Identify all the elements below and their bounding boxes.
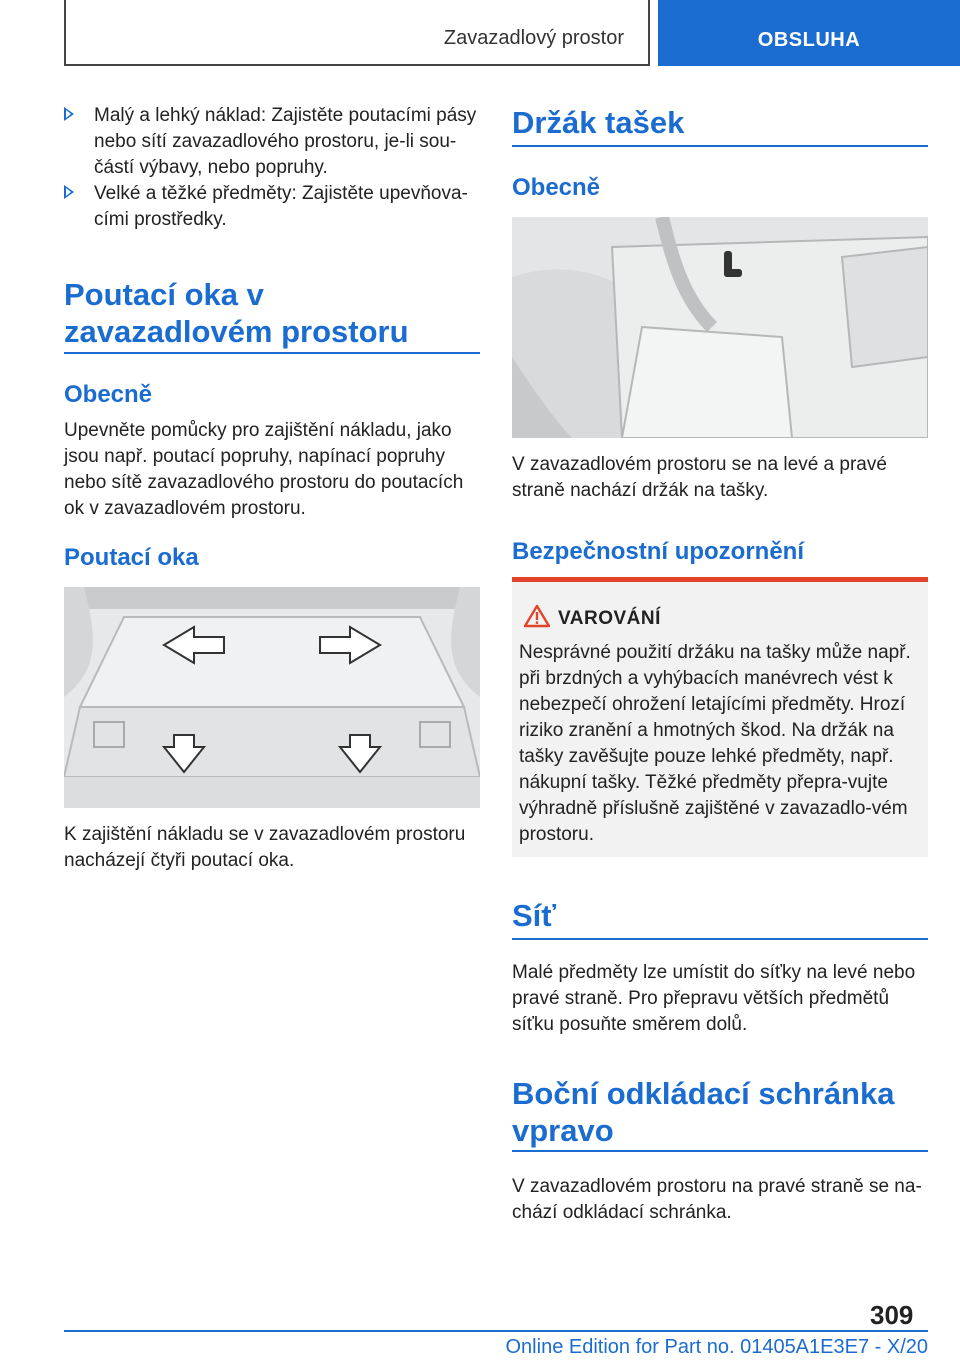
caption-bag-holder: V zavazadlovém prostoru se na levé a pravé straně nachází držák na tašky. bbox=[512, 454, 887, 501]
warning-triangle-icon bbox=[524, 604, 550, 628]
caption-tie-down-eyes: K zajištění nákladu se v zavazadlovém prostoru nacházejí čtyři poutací oka. bbox=[64, 824, 466, 871]
bullet-text: Malý a lehký náklad: Zajistěte poutacími pásy nebo sítí zavazadlového prostoru, je-li sou-částí výbavy, nebo popruhy. bbox=[94, 105, 477, 178]
footer-edition-link[interactable]: Online Edition for Part no. 01405A1E3E7 - X/20 bbox=[505, 1336, 928, 1358]
heading-side-storage: Boční odkládací schránka vpravo bbox=[512, 1076, 895, 1148]
header-box bbox=[64, 0, 650, 66]
paragraph-side-storage: V zavazadlovém prostoru na pravé straně se na-chází odkládací schránka. bbox=[512, 1176, 922, 1223]
header-tab-label: OBSLUHA bbox=[757, 29, 861, 51]
paragraph-general: Upevněte pomůcky pro zajištění nákladu, jako jsou např. poutací popruhy, napínací popruhy nebo sítě zavazadlového prostoru do poutacích ok v zavazadlovém prostoru. bbox=[64, 420, 464, 519]
page-number: 309 bbox=[870, 1300, 914, 1330]
heading-rule bbox=[512, 145, 928, 147]
subheading-general: Obecně bbox=[512, 174, 601, 201]
bullet-text: Velké a těžké předměty: Zajistěte upevňova-cími prostředky. bbox=[94, 183, 468, 230]
subheading-tie-down-eyes: Poutací oka bbox=[64, 544, 199, 571]
heading-bag-holder: Držák tašek bbox=[512, 105, 685, 140]
header-section-title: Zavazadlový prostor bbox=[443, 27, 624, 49]
heading-rule bbox=[64, 352, 480, 354]
heading-net: Síť bbox=[512, 898, 557, 933]
heading-rule bbox=[512, 1150, 928, 1152]
subheading-general: Obecně bbox=[64, 381, 153, 408]
heading-tie-down-eyes: Poutací oka v zavazadlovém prostoru bbox=[64, 277, 409, 349]
trunk-tie-down-eyes-image bbox=[64, 587, 480, 808]
warning-body: Nesprávné použití držáku na tašky může např. při brzdných a vyhýbacích manévrech vést k nebezpečí ohrožení letajícími předměty. Hrozí riziko zranění a hmotných škod. Na držák na tašky zavěšujte pouze lehké předměty, např. nákupní tašky. Těžké předměty přepra-vujte výhradně příslušně zajištěné v zavazadlo-vém prostoru. bbox=[519, 642, 911, 845]
triangle-bullet-icon bbox=[64, 185, 74, 199]
paragraph-net: Malé předměty lze umístit do síťky na levé nebo pravé straně. Pro přepravu větších předmětů síťku posuňte směrem dolů. bbox=[512, 962, 916, 1035]
footer-rule bbox=[64, 1330, 928, 1332]
triangle-bullet-icon bbox=[64, 107, 74, 121]
bag-holder-image bbox=[512, 217, 928, 438]
warning-title: VAROVÁNÍ bbox=[558, 608, 661, 629]
heading-rule bbox=[512, 938, 928, 940]
subheading-safety: Bezpečnostní upozornění bbox=[512, 538, 805, 565]
header-tab[interactable] bbox=[658, 0, 960, 66]
warning-box bbox=[512, 577, 928, 857]
